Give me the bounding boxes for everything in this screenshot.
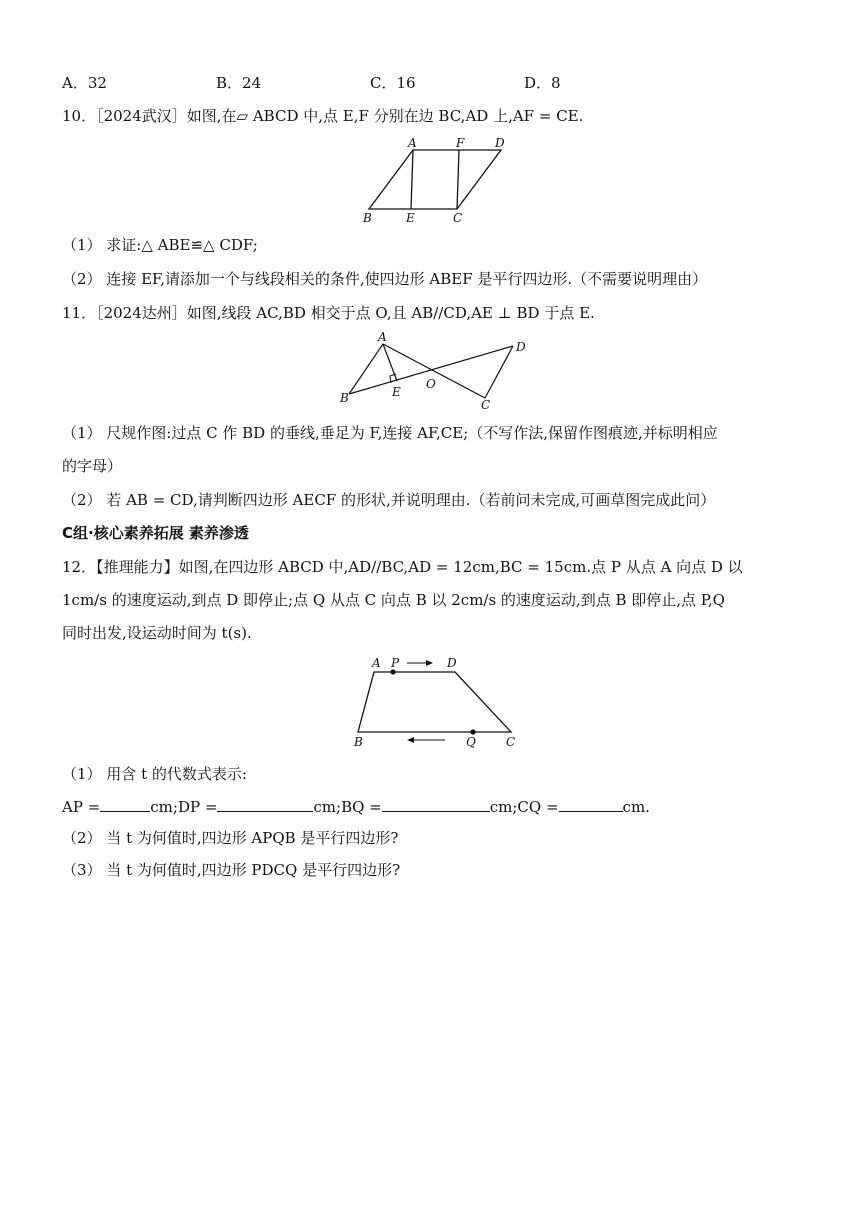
label-d: D — [495, 136, 505, 150]
q10-part1: （1） 求证:△ ABE≌△ CDF; — [62, 236, 258, 254]
segment-ae — [411, 150, 413, 209]
q12-part2: （2） 当 t 为何值时,四边形 APQB 是平行四边形? — [62, 829, 399, 847]
q11-stem: 11．［2024达州］如图,线段 AC,BD 相交于点 O,且 AB//CD,AE ⊥ BD 于点 E. — [62, 304, 595, 322]
cq-label: cm;CQ = — [489, 798, 559, 816]
parallelogram-abcd — [369, 150, 501, 209]
q12-stem-line3: 同时出发,设运动时间为 t(s). — [62, 624, 252, 642]
label-b: B — [363, 211, 372, 225]
q11-part2: （2） 若 AB = CD,请判断四边形 AECF 的形状,并说明理由.（若前问未完成,可画草图完成此问） — [62, 491, 716, 509]
label-c: C — [506, 735, 516, 749]
label-a: A — [378, 330, 387, 344]
section-c-heading: C组·核心素养拓展 素养渗透 — [62, 524, 249, 542]
q12-stem-line1: 12．【推理能力】如图,在四边形 ABCD 中,AD//BC,AD = 12cm,BC = 15cm.点 P 从点 A 向点 D 以 — [62, 558, 743, 576]
option-a: A．32 — [62, 74, 107, 92]
label-b: B — [354, 735, 363, 749]
q12-trapezoid-figure — [345, 652, 525, 752]
q11-figure — [335, 330, 545, 415]
arrow-p-head — [426, 660, 433, 666]
bq-label: cm;BQ = — [313, 798, 382, 816]
bq-blank[interactable] — [382, 797, 490, 812]
label-o: O — [426, 377, 436, 391]
cq-blank[interactable] — [559, 797, 623, 812]
label-e: E — [406, 211, 415, 225]
segment-ae — [383, 344, 397, 381]
q12-stem-line2: 1cm/s 的速度运动,到点 D 即停止;点 Q 从点 C 向点 B 以 2cm/s 的速度运动,到点 B 即停止,点 P,Q — [62, 591, 725, 609]
ap-blank[interactable] — [100, 797, 150, 812]
label-d: D — [516, 340, 526, 354]
label-a: A — [408, 136, 417, 150]
q12-blanks-line — [62, 797, 650, 817]
q10-stem: 10．［2024武汉］如图,在▱ ABCD 中,点 E,F 分别在边 BC,AD 上,AF = CE. — [62, 107, 584, 125]
label-e: E — [392, 385, 401, 399]
q10-parallelogram-figure — [355, 132, 515, 227]
q12-part3: （3） 当 t 为何值时,四边形 PDCQ 是平行四边形? — [62, 861, 401, 879]
option-d: D．8 — [524, 74, 561, 92]
point-p — [390, 669, 395, 674]
end-unit: cm. — [622, 798, 650, 816]
trapezoid-abcd — [358, 672, 511, 732]
dp-blank[interactable] — [217, 797, 313, 812]
q12-part1: （1） 用含 t 的代数式表示: — [62, 765, 247, 783]
option-c: C．16 — [370, 74, 416, 92]
arrow-q-head — [407, 737, 414, 743]
label-q: Q — [466, 735, 476, 749]
point-q — [470, 729, 475, 734]
segment-cd — [485, 346, 513, 398]
option-b: B．24 — [216, 74, 262, 92]
q10-part2: （2） 连接 EF,请添加一个与线段相关的条件,使四边形 ABEF 是平行四边形.（不需要说明理由） — [62, 270, 708, 288]
label-c: C — [453, 211, 463, 225]
label-c: C — [481, 398, 491, 412]
segment-ab — [349, 344, 383, 394]
ap-label: AP = — [62, 798, 101, 816]
label-a: A — [372, 656, 381, 670]
q11-part1-line2: 的字母） — [62, 457, 123, 475]
q11-part1-line1: （1） 尺规作图:过点 C 作 BD 的垂线,垂足为 F,连接 AF,CE;（不写作法,保留作图痕迹,并标明相应 — [62, 424, 718, 442]
label-d: D — [447, 656, 457, 670]
label-p: P — [391, 656, 400, 670]
label-b: B — [340, 391, 349, 405]
segment-fc — [457, 150, 459, 209]
label-f: F — [456, 136, 465, 150]
dp-label: cm;DP = — [150, 798, 218, 816]
